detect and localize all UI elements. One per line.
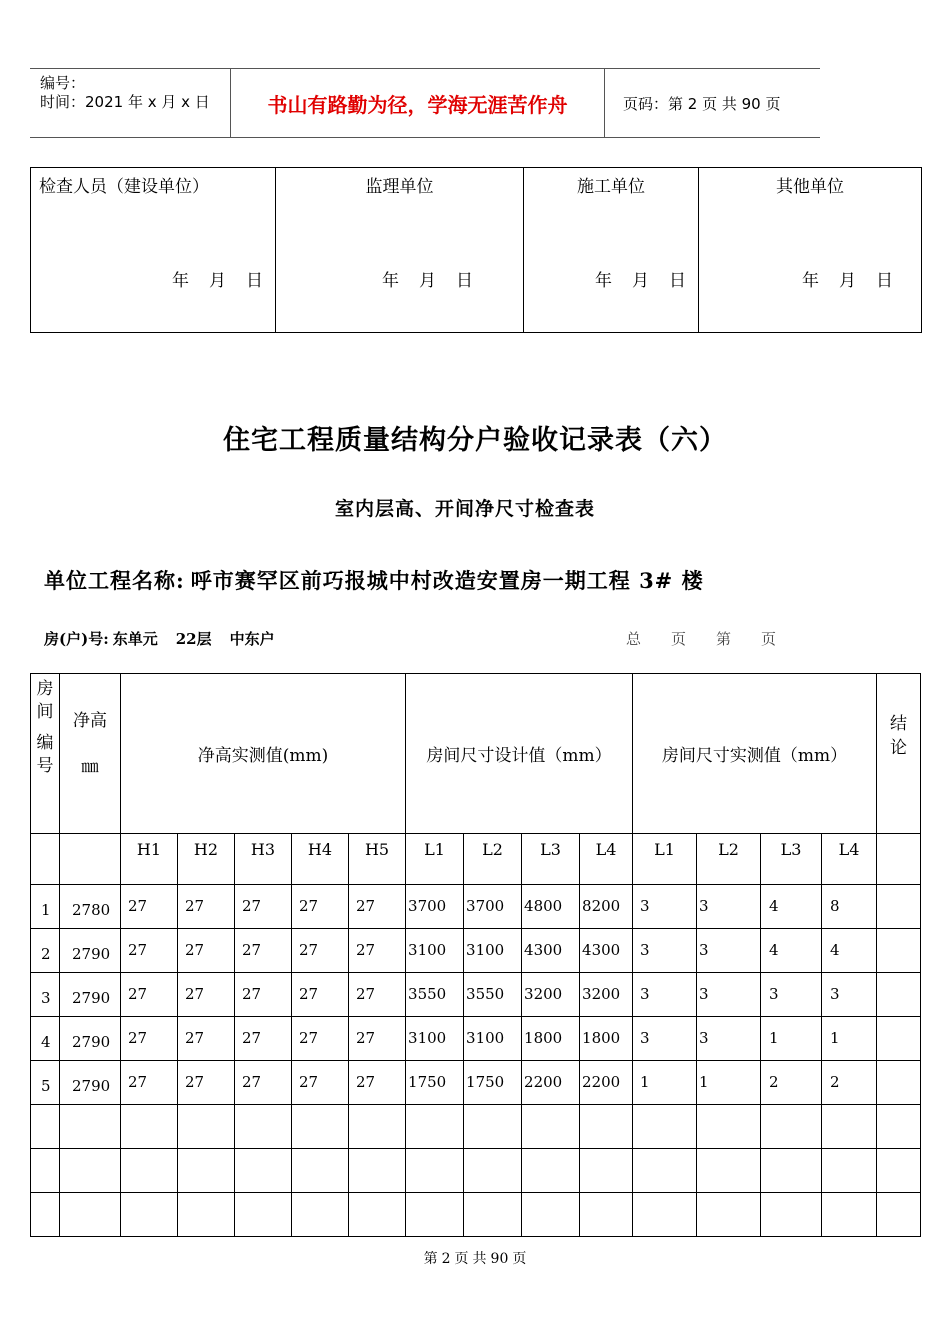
empty-cell <box>349 1105 406 1149</box>
measured-size-l4: 4 <box>822 929 877 973</box>
net-height: 2790 <box>60 1017 121 1061</box>
page-footer: 第 2 页 共 90 页 <box>423 1251 527 1267</box>
page-subtitle: 室内层高、开间净尺寸检查表 <box>334 498 595 520</box>
empty-cell <box>406 1149 464 1193</box>
table-row <box>31 1061 921 1105</box>
measured-height-h4: 27 <box>292 1061 349 1105</box>
unit-project <box>44 565 704 595</box>
empty-cell <box>822 1193 877 1237</box>
inspection-table <box>30 673 921 1237</box>
measured-height-h2: 27 <box>178 1061 235 1105</box>
empty-cell <box>121 1105 178 1149</box>
empty-cell <box>292 1193 349 1237</box>
empty-cell <box>292 1105 349 1149</box>
table-subheader-row: H1 H2 H3 H4 H5 L1 L2 L3 L4 L1 L2 L3 L4 <box>31 834 921 885</box>
signature-date: 年 月 日 <box>172 271 263 291</box>
design-size-l4: 2200 <box>580 1061 633 1105</box>
design-size-l4: 3200 <box>580 973 633 1017</box>
measured-size-l1: 3 <box>633 929 697 973</box>
signature-date: 年 月 日 <box>595 271 686 291</box>
empty-cell <box>697 1149 761 1193</box>
empty-cell <box>121 1149 178 1193</box>
measured-size-l2: 3 <box>697 885 761 929</box>
empty-cell <box>121 1193 178 1237</box>
design-size-l2: 3100 <box>464 1017 522 1061</box>
empty-cell <box>31 1193 60 1237</box>
empty-cell <box>31 1105 60 1149</box>
measured-height-h3: 27 <box>235 1061 292 1105</box>
signature-date: 年 月 日 <box>802 271 893 291</box>
empty-cell <box>877 1105 921 1149</box>
header-design-size: 房间尺寸设计值（mm） <box>406 674 633 834</box>
design-size-l4: 4300 <box>580 929 633 973</box>
number-label: 编号： <box>40 74 86 92</box>
empty-cell <box>822 1149 877 1193</box>
measured-height-h1: 27 <box>121 1061 178 1105</box>
header-meta <box>30 69 230 137</box>
measured-height-h2: 27 <box>178 929 235 973</box>
measured-size-l2: 3 <box>697 929 761 973</box>
unit-project-label: 单位工程名称: <box>44 568 185 593</box>
conclusion <box>877 973 921 1017</box>
measured-height-h3: 27 <box>235 973 292 1017</box>
table-header-row <box>31 674 921 834</box>
signature-label: 其他单位 <box>776 177 844 197</box>
page-count: 总 页 第 页 <box>626 630 777 648</box>
design-size-l1: 3550 <box>406 973 464 1017</box>
design-size-l3: 3200 <box>522 973 580 1017</box>
measured-height-h1: 27 <box>121 1017 178 1061</box>
measured-size-l3: 4 <box>761 929 822 973</box>
design-size-l1: 1750 <box>406 1061 464 1105</box>
table-row <box>31 1017 921 1061</box>
measured-size-l3: 4 <box>761 885 822 929</box>
design-size-l3: 4300 <box>522 929 580 973</box>
design-size-l2: 1750 <box>464 1061 522 1105</box>
room-floor: 22层 <box>175 630 212 648</box>
design-size-l1: 3100 <box>406 929 464 973</box>
measured-height-h1: 27 <box>121 885 178 929</box>
empty-cell <box>178 1105 235 1149</box>
empty-cell <box>580 1149 633 1193</box>
measured-height-h4: 27 <box>292 973 349 1017</box>
conclusion <box>877 1017 921 1061</box>
measured-size-l1: 3 <box>633 885 697 929</box>
empty-cell <box>235 1149 292 1193</box>
empty-cell <box>60 1105 121 1149</box>
measured-height-h2: 27 <box>178 885 235 929</box>
row-number: 2 <box>31 929 60 973</box>
measured-size-l3: 1 <box>761 1017 822 1061</box>
table-row <box>31 929 921 973</box>
table-row <box>31 973 921 1017</box>
conclusion <box>877 885 921 929</box>
design-size-l2: 3100 <box>464 929 522 973</box>
measured-height-h5: 27 <box>349 1017 406 1061</box>
empty-cell <box>60 1149 121 1193</box>
header-conclusion: 结 论 <box>877 674 921 834</box>
measured-height-h4: 27 <box>292 1017 349 1061</box>
empty-cell <box>633 1105 697 1149</box>
design-size-l3: 1800 <box>522 1017 580 1061</box>
conclusion <box>877 929 921 973</box>
measured-size-l1: 1 <box>633 1061 697 1105</box>
measured-height-h2: 27 <box>178 1017 235 1061</box>
empty-cell <box>761 1193 822 1237</box>
conclusion <box>877 1061 921 1105</box>
header-measured-height: 净高实测值(mm) <box>121 674 406 834</box>
empty-cell <box>522 1149 580 1193</box>
row-number: 4 <box>31 1017 60 1061</box>
signature-cell-other <box>699 168 922 333</box>
measured-height-h4: 27 <box>292 929 349 973</box>
measured-height-h1: 27 <box>121 929 178 973</box>
empty-cell <box>178 1193 235 1237</box>
signature-cell-inspector <box>31 168 276 333</box>
empty-cell <box>60 1193 121 1237</box>
measured-size-l2: 3 <box>697 1017 761 1061</box>
header-net-height: 净高 ㎜ <box>60 674 121 834</box>
empty-cell <box>406 1193 464 1237</box>
empty-cell <box>522 1105 580 1149</box>
room-building: 东单元 <box>112 630 158 648</box>
empty-cell <box>580 1105 633 1149</box>
design-size-l4: 8200 <box>580 885 633 929</box>
room-unit: 中东户 <box>229 630 275 648</box>
empty-cell <box>580 1193 633 1237</box>
row-number: 1 <box>31 885 60 929</box>
signature-cell-supervisor <box>276 168 524 333</box>
table-row <box>31 1149 921 1193</box>
empty-cell <box>877 1193 921 1237</box>
table-row <box>31 1193 921 1237</box>
measured-height-h3: 27 <box>235 929 292 973</box>
net-height: 2780 <box>60 885 121 929</box>
page-label-text: 页码：第 2 页 共 90 页 <box>623 94 781 113</box>
document-header <box>30 68 820 138</box>
design-size-l1: 3700 <box>406 885 464 929</box>
table-row <box>31 1105 921 1149</box>
measured-size-l4: 3 <box>822 973 877 1017</box>
design-size-l4: 1800 <box>580 1017 633 1061</box>
net-height: 2790 <box>60 973 121 1017</box>
motto: 书山有路勤为径，学海无涯苦作舟 <box>230 69 605 137</box>
empty-cell <box>235 1193 292 1237</box>
design-size-l2: 3700 <box>464 885 522 929</box>
empty-cell <box>178 1149 235 1193</box>
empty-cell <box>464 1193 522 1237</box>
room-number <box>44 628 285 649</box>
empty-cell <box>522 1193 580 1237</box>
empty-cell <box>877 1149 921 1193</box>
measured-size-l4: 2 <box>822 1061 877 1105</box>
empty-cell <box>292 1149 349 1193</box>
empty-cell <box>464 1105 522 1149</box>
time-label: 时间：2021 年 x 月 x 日 <box>40 93 210 111</box>
measured-size-l3: 3 <box>761 973 822 1017</box>
measured-size-l1: 3 <box>633 1017 697 1061</box>
measured-height-h5: 27 <box>349 973 406 1017</box>
empty-cell <box>697 1193 761 1237</box>
measured-height-h3: 27 <box>235 885 292 929</box>
signature-label: 施工单位 <box>577 177 645 197</box>
signature-table <box>30 167 922 333</box>
room-number-label: 房(户)号: <box>44 630 109 648</box>
empty-cell <box>761 1149 822 1193</box>
measured-size-l4: 8 <box>822 885 877 929</box>
design-size-l1: 3100 <box>406 1017 464 1061</box>
measured-height-h2: 27 <box>178 973 235 1017</box>
page-label <box>613 69 820 137</box>
measured-size-l3: 2 <box>761 1061 822 1105</box>
unit-project-value: 呼市赛罕区前巧报城中村改造安置房一期工程 3# 楼 <box>190 568 704 593</box>
empty-cell <box>822 1105 877 1149</box>
page-title: 住宅工程质量结构分户验收记录表（六） <box>223 425 727 456</box>
measured-size-l1: 3 <box>633 973 697 1017</box>
signature-label: 检查人员（建设单位） <box>39 177 209 197</box>
empty-cell <box>349 1193 406 1237</box>
measured-size-l2: 1 <box>697 1061 761 1105</box>
header-measured-size: 房间尺寸实测值（mm） <box>633 674 877 834</box>
header-room-number: 房 间 编 号 <box>31 674 60 834</box>
table-row <box>31 885 921 929</box>
measured-height-h5: 27 <box>349 929 406 973</box>
empty-cell <box>235 1105 292 1149</box>
empty-cell <box>697 1105 761 1149</box>
net-height: 2790 <box>60 1061 121 1105</box>
design-size-l3: 2200 <box>522 1061 580 1105</box>
signature-cell-contractor <box>524 168 699 333</box>
measured-height-h3: 27 <box>235 1017 292 1061</box>
design-size-l3: 4800 <box>522 885 580 929</box>
empty-cell <box>633 1149 697 1193</box>
design-size-l2: 3550 <box>464 973 522 1017</box>
row-number: 5 <box>31 1061 60 1105</box>
signature-label: 监理单位 <box>365 177 434 197</box>
measured-size-l4: 1 <box>822 1017 877 1061</box>
empty-cell <box>761 1105 822 1149</box>
measured-height-h5: 27 <box>349 1061 406 1105</box>
empty-cell <box>31 1149 60 1193</box>
signature-date: 年 月 日 <box>382 271 473 291</box>
empty-cell <box>349 1149 406 1193</box>
measured-height-h5: 27 <box>349 885 406 929</box>
empty-cell <box>464 1149 522 1193</box>
net-height: 2790 <box>60 929 121 973</box>
measured-height-h1: 27 <box>121 973 178 1017</box>
row-number: 3 <box>31 973 60 1017</box>
empty-cell <box>633 1193 697 1237</box>
measured-height-h4: 27 <box>292 885 349 929</box>
empty-cell <box>406 1105 464 1149</box>
measured-size-l2: 3 <box>697 973 761 1017</box>
